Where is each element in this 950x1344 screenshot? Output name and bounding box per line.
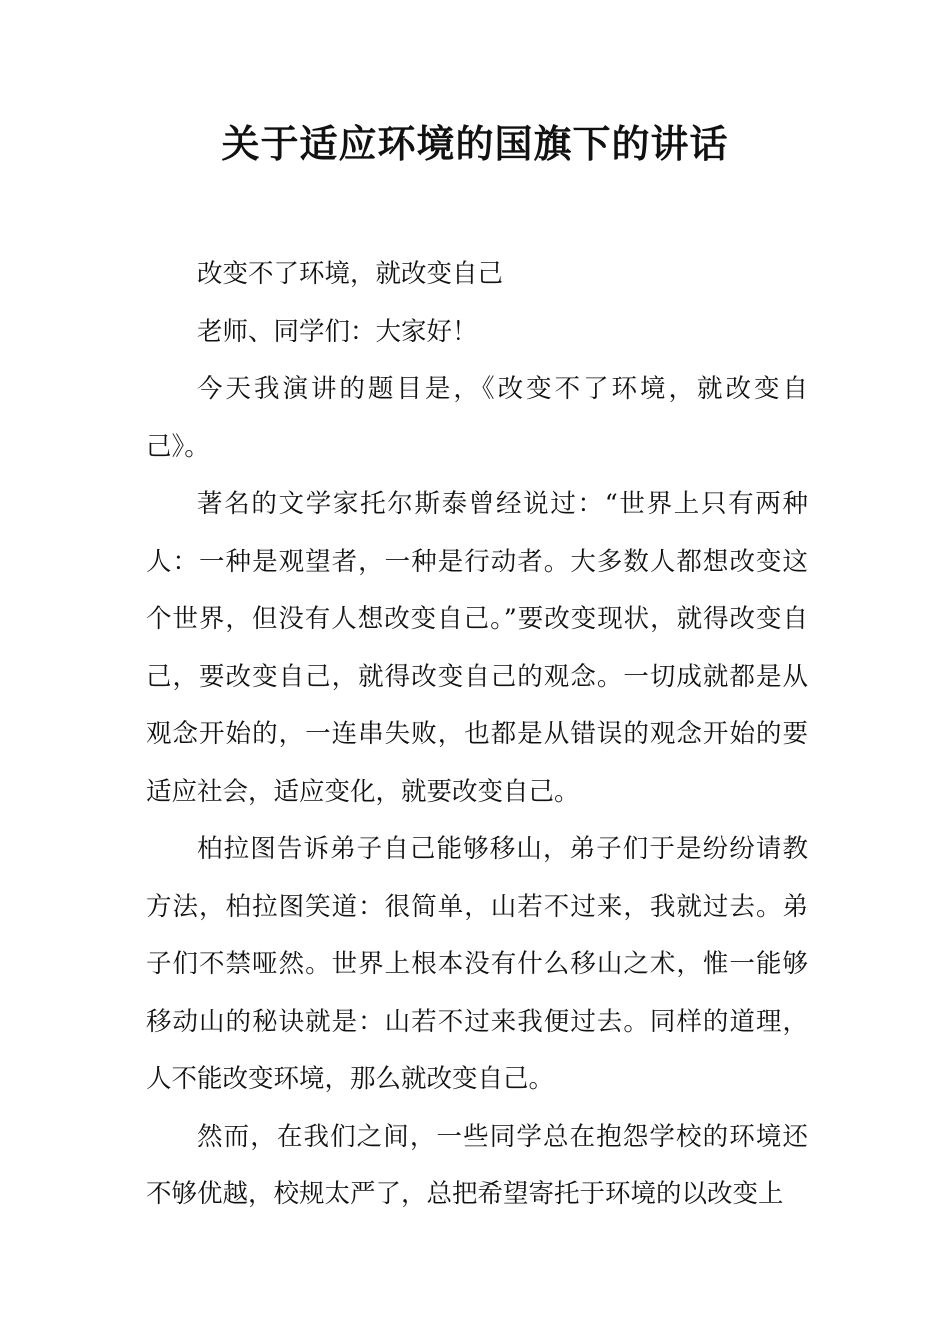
paragraph-topic: 今天我演讲的题目是，《改变不了环境，就改变自己》。 (146, 374, 808, 462)
paragraph-subtitle: 改变不了环境，就改变自己 (197, 259, 504, 289)
paragraph-tolstoy: 著名的文学家托尔斯泰曾经说过：“世界上只有两种人：一种是观望者，一种是行动者。大多数人都想改变这个世界，但没有人想改变自己。”要改变现状，就得改变自己，要改变自己，就得改变自己的观念。一切成就都是从观念开始的，一连串失败，也都是从错误的观念开始的要适应社会，适应变化，就要改变自己。 (146, 489, 808, 807)
paragraph-greeting: 老师、同学们：大家好！ (197, 316, 478, 347)
document-title: 关于适应环境的国旗下的讲话 (221, 122, 729, 166)
document-body (146, 246, 808, 1224)
paragraph-plato: 柏拉图告诉弟子自己能够移山，弟子们于是纷纷请教方法，柏拉图笑道：很简单，山若不过来，我就过去。弟子们不禁哑然。世界上根本没有什么移山之术，惟一能够移动山的秘诀就是：山若不过来我便过去。同样的道理，人不能改变环境，那么就改变自己。 (146, 834, 808, 1094)
paragraph-complaints: 然而，在我们之间，一些同学总在抱怨学校的环境还不够优越，校规太严了，总把希望寄托于环境的以改变上 (146, 1121, 808, 1209)
